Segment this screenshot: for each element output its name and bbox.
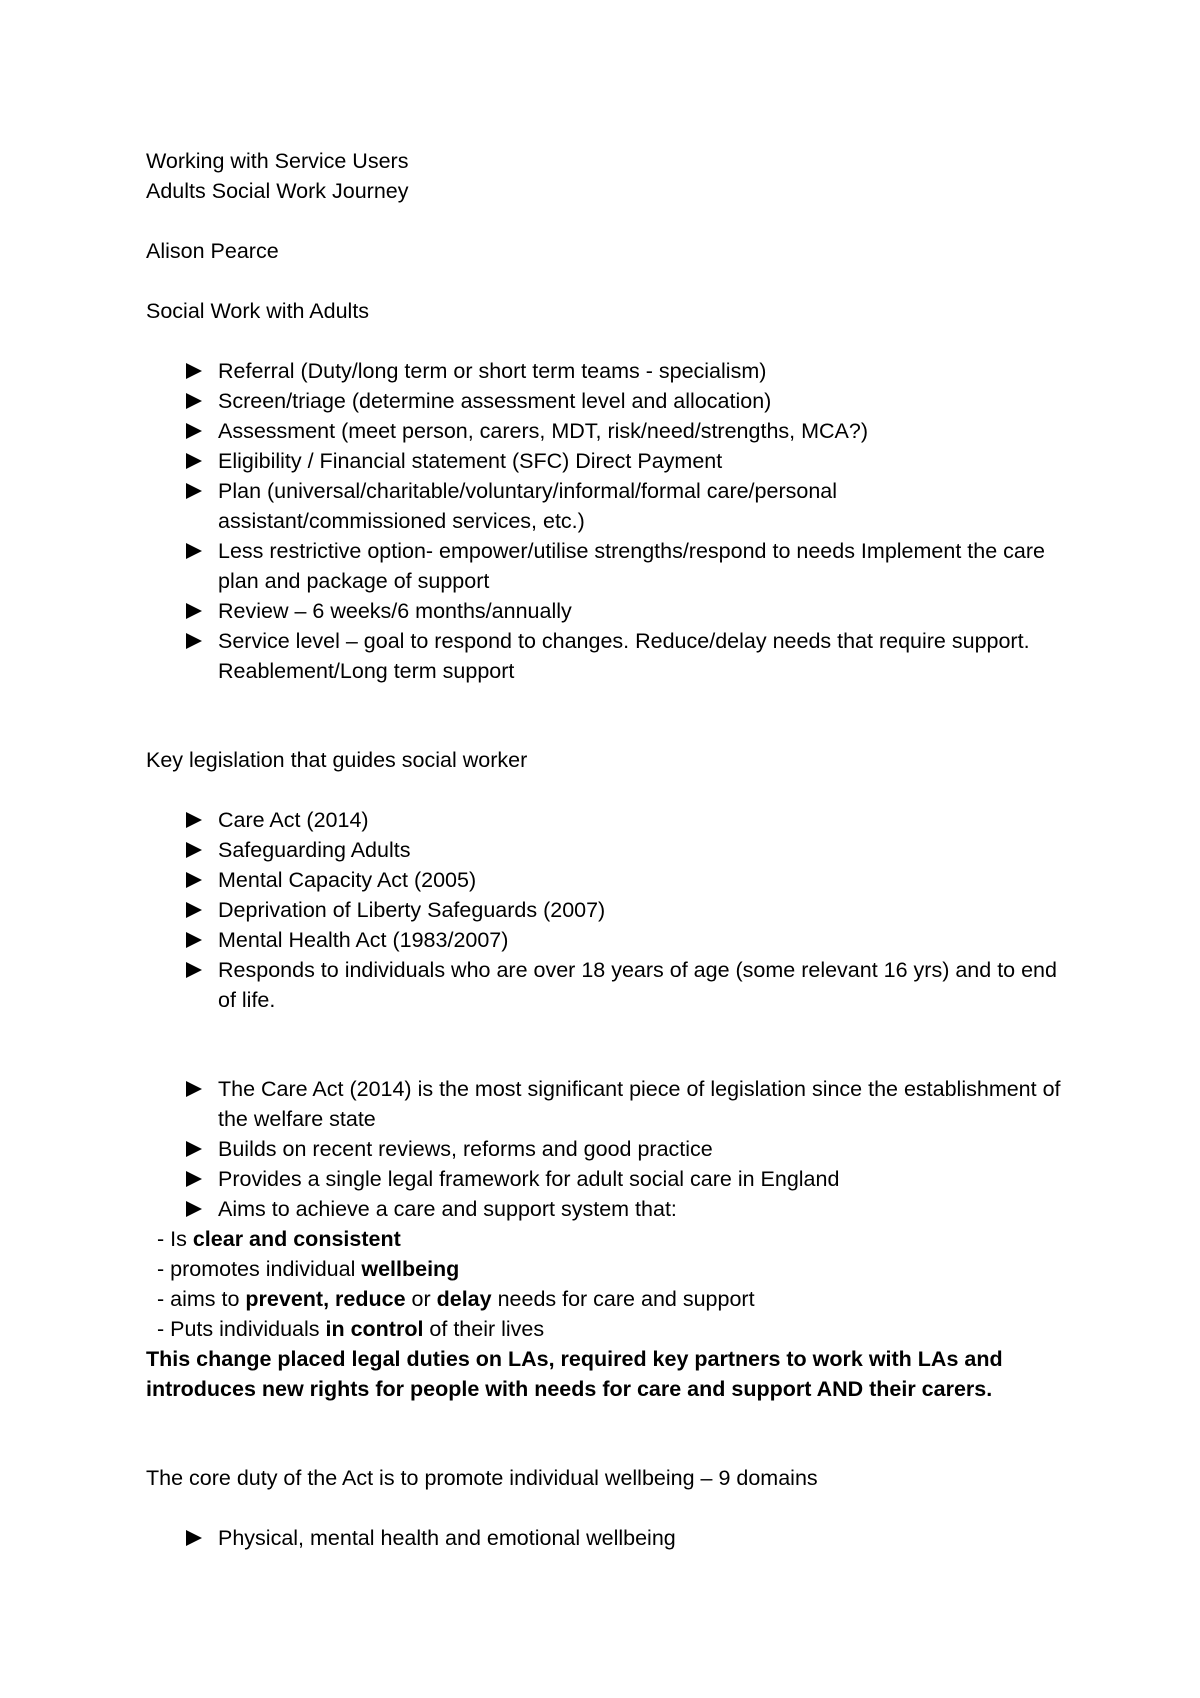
arrow-bullet-icon (186, 633, 202, 649)
section-heading-social-work: Social Work with Adults (146, 299, 370, 323)
arrow-bullet-icon (186, 363, 202, 379)
list-item: Physical, mental health and emotional wellbeing (186, 1523, 1066, 1553)
list-item: Care Act (2014) (186, 805, 1066, 835)
arrow-bullet-icon (186, 902, 202, 918)
document-subtitle: Adults Social Work Journey (146, 179, 409, 203)
author-name: Alison Pearce (146, 239, 279, 263)
arrow-bullet-icon (186, 872, 202, 888)
arrow-bullet-icon (186, 1530, 202, 1546)
list-item: Mental Capacity Act (2005) (186, 865, 1066, 895)
arrow-bullet-icon (186, 962, 202, 978)
section-heading-legislation: Key legislation that guides social worker (146, 748, 528, 772)
list-item: Eligibility / Financial statement (SFC) Direct Payment (186, 446, 1066, 476)
arrow-bullet-icon (186, 453, 202, 469)
care-act-list (146, 1074, 1100, 1224)
arrow-bullet-icon (186, 543, 202, 559)
aim-in-control: - Puts individuals in control of their lives (157, 1317, 545, 1341)
wellbeing-domains-list (146, 1523, 1100, 1553)
list-item: The Care Act (2014) is the most significant piece of legislation since the establishment of the welfare state (186, 1074, 1066, 1134)
arrow-bullet-icon (186, 932, 202, 948)
aim-prevent-reduce-delay: - aims to prevent, reduce or delay needs for care and support (157, 1287, 755, 1311)
arrow-bullet-icon (186, 1141, 202, 1157)
list-item: Screen/triage (determine assessment level and allocation) (186, 386, 1066, 416)
section-heading-core-duty: The core duty of the Act is to promote individual wellbeing – 9 domains (146, 1466, 818, 1490)
list-item: Referral (Duty/long term or short term teams - specialism) (186, 356, 1066, 386)
list-item: Mental Health Act (1983/2007) (186, 925, 1066, 955)
arrow-bullet-icon (186, 812, 202, 828)
list-item: Provides a single legal framework for adult social care in England (186, 1164, 1066, 1194)
aim-clear-consistent: - Is clear and consistent (157, 1227, 401, 1251)
arrow-bullet-icon (186, 1201, 202, 1217)
list-item: Less restrictive option- empower/utilise strengths/respond to needs Implement the care plan and package of support (186, 536, 1066, 596)
list-item: Safeguarding Adults (186, 835, 1066, 865)
arrow-bullet-icon (186, 842, 202, 858)
arrow-bullet-icon (186, 393, 202, 409)
legislation-list (146, 805, 1100, 1015)
list-item: Assessment (meet person, carers, MDT, risk/need/strengths, MCA?) (186, 416, 1066, 446)
arrow-bullet-icon (186, 603, 202, 619)
aim-wellbeing: - promotes individual wellbeing (157, 1257, 460, 1281)
list-item: Responds to individuals who are over 18 years of age (some relevant 16 yrs) and to end of life. (186, 955, 1066, 1015)
list-item: Review – 6 weeks/6 months/annually (186, 596, 1066, 626)
list-item: Plan (universal/charitable/voluntary/informal/formal care/personal assistant/commissioned services, etc.) (186, 476, 1066, 536)
list-item: Service level – goal to respond to changes. Reduce/delay needs that require support. Reablement/Long term support (186, 626, 1066, 686)
care-act-conclusion: This change placed legal duties on LAs, required key partners to work with LAs and introduces new rights for people with needs for care and support AND their carers. (146, 1347, 1003, 1401)
arrow-bullet-icon (186, 483, 202, 499)
arrow-bullet-icon (186, 1081, 202, 1097)
list-item: Builds on recent reviews, reforms and good practice (186, 1134, 1066, 1164)
list-item: Deprivation of Liberty Safeguards (2007) (186, 895, 1066, 925)
social-work-steps-list (146, 356, 1100, 686)
arrow-bullet-icon (186, 423, 202, 439)
document-title: Working with Service Users (146, 149, 409, 173)
arrow-bullet-icon (186, 1171, 202, 1187)
list-item: Aims to achieve a care and support system that: (186, 1194, 1066, 1224)
